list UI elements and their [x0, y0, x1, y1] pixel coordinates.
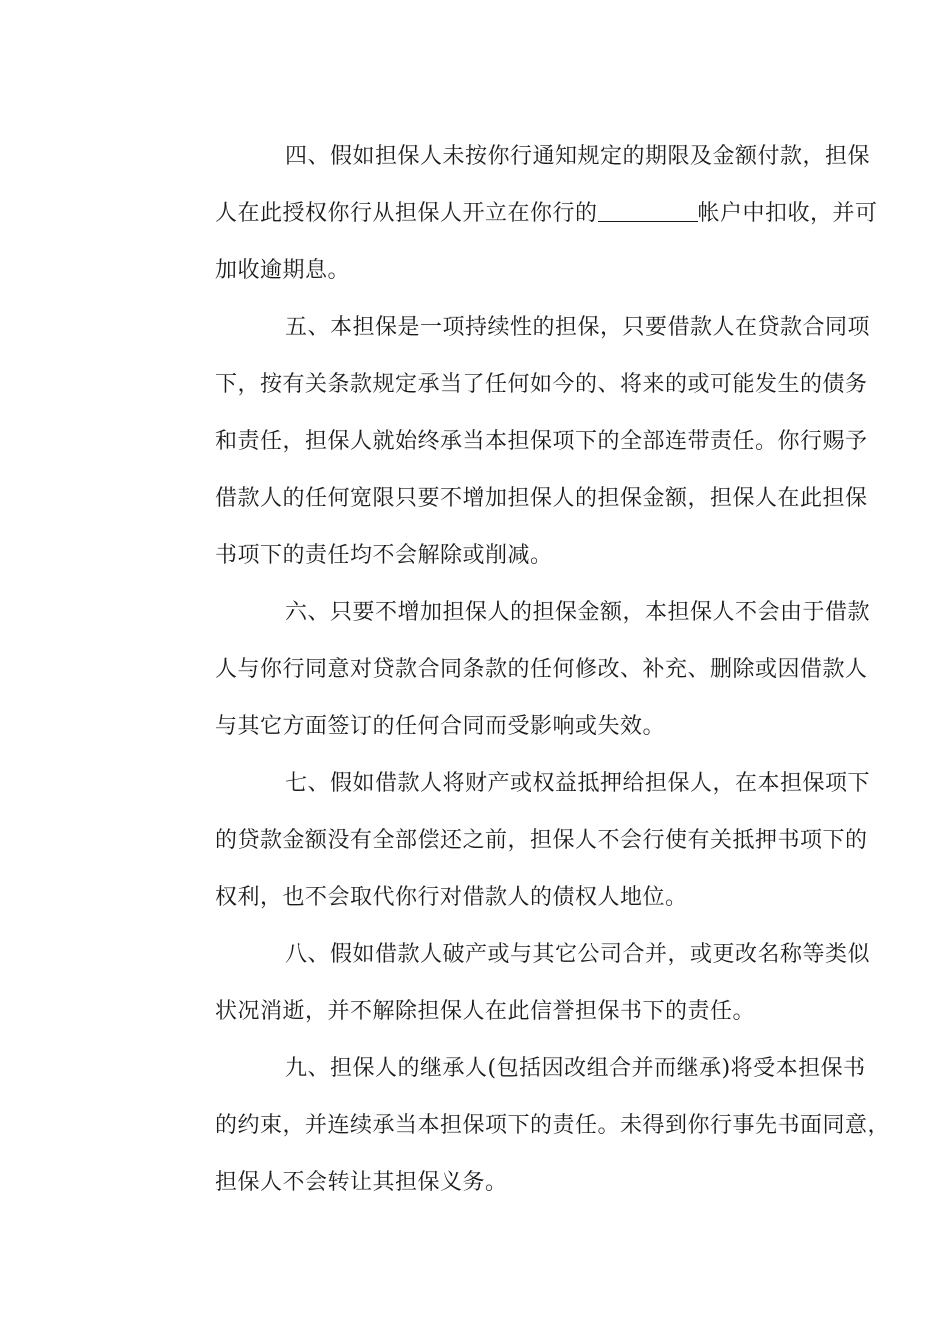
clause-5-line-3: 和责任，担保人就始终承当本担保项下的全部连带责任。你行赐予 [215, 429, 868, 454]
clause-4 [145, 128, 878, 299]
clause-5-line-2: 下，按有关条款规定承当了任何如今的、将来的或可能发生的债务 [215, 372, 868, 397]
clause-4-line-1: 四、假如担保人未按你行通知规定的期限及金额付款，担保 [285, 144, 871, 169]
account-blank-field [598, 201, 698, 222]
clause-4-line-3: 加收逾期息。 [215, 258, 351, 283]
clause-5-line-1: 五、本担保是一项持续性的担保，只要借款人在贷款合同项 [285, 315, 871, 340]
document-body [145, 128, 891, 1211]
clause-9-line-2: 的约束，并连续承当本担保项下的责任。未得到你行事先书面同意， [215, 1113, 891, 1138]
clause-6-line-2: 人与你行同意对贷款合同条款的任何修改、补充、删除或因借款人 [215, 657, 868, 682]
clause-5-line-4: 借款人的任何宽限只要不增加担保人的担保金额，担保人在此担保 [215, 486, 868, 511]
clause-8-line-2: 状况消逝，并不解除担保人在此信誉担保书下的责任。 [215, 999, 756, 1024]
clause-8 [145, 926, 871, 1040]
clause-7 [145, 755, 871, 926]
clause-9-line-3: 担保人不会转让其担保义务。 [215, 1170, 508, 1195]
clause-6-line-1: 六、只要不增加担保人的担保金额，本担保人不会由于借款 [285, 600, 871, 625]
clause-8-line-1: 八、假如借款人破产或与其它公司合并，或更改名称等类似 [285, 942, 871, 967]
clause-6-line-3: 与其它方面签订的任何合同而受影响或失效。 [215, 714, 666, 739]
clause-4-line-2-text: 人在此授权你行从担保人开立在你行的 [215, 201, 598, 226]
clause-4-line-2-suffix: 帐户中扣收，并可 [697, 201, 878, 226]
clause-7-line-1: 七、假如借款人将财产或权益抵押给担保人，在本担保项下 [285, 771, 871, 796]
clause-6 [145, 584, 871, 755]
clause-7-line-3: 权利，也不会取代你行对借款人的债权人地位。 [215, 885, 688, 910]
clause-5-line-5: 书项下的责任均不会解除或削减。 [215, 543, 553, 568]
clause-9-line-1: 九、担保人的继承人(包括因改组合并而继承)将受本担保书 [285, 1056, 866, 1081]
clause-4-line-2 [145, 185, 878, 242]
clause-7-line-2: 的贷款金额没有全部偿还之前，担保人不会行使有关抵押书项下的 [215, 828, 868, 853]
clause-5 [145, 299, 871, 584]
clause-9 [145, 1040, 891, 1211]
